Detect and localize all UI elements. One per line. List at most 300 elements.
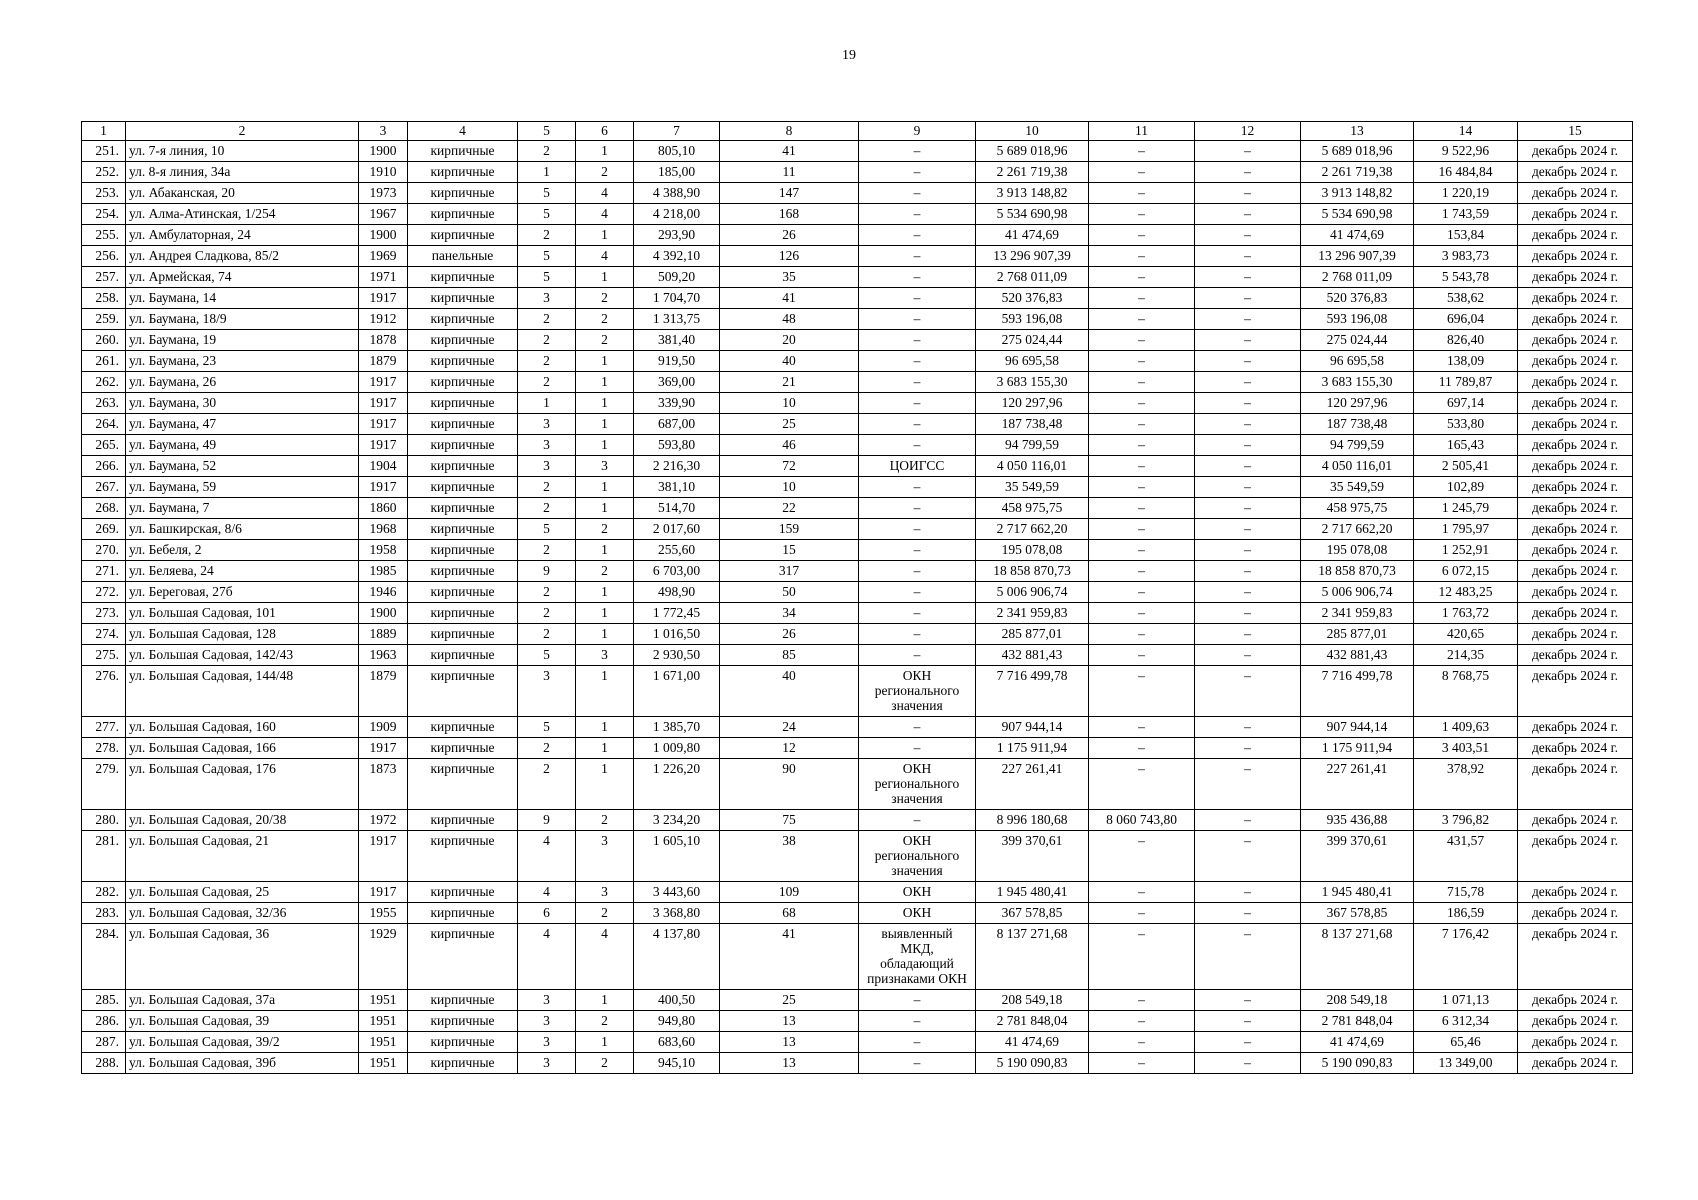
heritage-status-cell: – <box>859 183 976 204</box>
cost-11-cell: – <box>1089 759 1195 810</box>
row-number-cell: 251. <box>82 141 126 162</box>
deadline-cell: декабрь 2024 г. <box>1518 1011 1633 1032</box>
floors-cell: 3 <box>518 1011 576 1032</box>
floors-cell: 3 <box>518 666 576 717</box>
deadline-cell: декабрь 2024 г. <box>1518 225 1633 246</box>
unit-cost-cell: 12 483,25 <box>1414 582 1518 603</box>
area-cell: 3 443,60 <box>634 882 720 903</box>
cost-12-cell: – <box>1195 1011 1301 1032</box>
cost-11-cell: – <box>1089 456 1195 477</box>
total-cost-cell: 2 261 719,38 <box>976 162 1089 183</box>
entrances-cell: 2 <box>576 1011 634 1032</box>
unit-cost-cell: 9 522,96 <box>1414 141 1518 162</box>
row-number-cell: 261. <box>82 351 126 372</box>
cost-12-cell: – <box>1195 540 1301 561</box>
row-number-cell: 254. <box>82 204 126 225</box>
wall-material-cell: кирпичные <box>408 882 518 903</box>
table-row <box>82 624 1633 645</box>
total-cost-cell: 94 799,59 <box>976 435 1089 456</box>
cost-12-cell: – <box>1195 561 1301 582</box>
residents-cell: 317 <box>720 561 859 582</box>
wall-material-cell: кирпичные <box>408 414 518 435</box>
table-row <box>82 204 1633 225</box>
year-built-cell: 1917 <box>359 435 408 456</box>
heritage-status-cell: – <box>859 1053 976 1074</box>
entrances-cell: 1 <box>576 603 634 624</box>
address-cell: ул. Большая Садовая, 166 <box>126 738 359 759</box>
heritage-status-cell: ОКН регионального значения <box>859 759 976 810</box>
heritage-status-cell: – <box>859 1032 976 1053</box>
area-cell: 4 218,00 <box>634 204 720 225</box>
entrances-cell: 1 <box>576 414 634 435</box>
entrances-cell: 3 <box>576 645 634 666</box>
cost-13-cell: 3 683 155,30 <box>1301 372 1414 393</box>
floors-cell: 4 <box>518 831 576 882</box>
cost-13-cell: 367 578,85 <box>1301 903 1414 924</box>
year-built-cell: 1917 <box>359 414 408 435</box>
area-cell: 919,50 <box>634 351 720 372</box>
area-cell: 1 772,45 <box>634 603 720 624</box>
deadline-cell: декабрь 2024 г. <box>1518 831 1633 882</box>
year-built-cell: 1946 <box>359 582 408 603</box>
table-row <box>82 924 1633 990</box>
heritage-status-cell: – <box>859 717 976 738</box>
entrances-cell: 2 <box>576 561 634 582</box>
area-cell: 381,10 <box>634 477 720 498</box>
entrances-cell: 1 <box>576 540 634 561</box>
address-cell: ул. Большая Садовая, 37а <box>126 990 359 1011</box>
entrances-cell: 1 <box>576 666 634 717</box>
area-cell: 4 137,80 <box>634 924 720 990</box>
wall-material-cell: кирпичные <box>408 351 518 372</box>
residents-cell: 40 <box>720 666 859 717</box>
deadline-cell: декабрь 2024 г. <box>1518 990 1633 1011</box>
wall-material-cell: кирпичные <box>408 990 518 1011</box>
deadline-cell: декабрь 2024 г. <box>1518 351 1633 372</box>
table-header-row <box>82 122 1633 141</box>
residents-cell: 10 <box>720 477 859 498</box>
deadline-cell: декабрь 2024 г. <box>1518 414 1633 435</box>
residents-cell: 13 <box>720 1032 859 1053</box>
total-cost-cell: 96 695,58 <box>976 351 1089 372</box>
address-cell: ул. Большая Садовая, 25 <box>126 882 359 903</box>
year-built-cell: 1958 <box>359 540 408 561</box>
cost-11-cell: – <box>1089 267 1195 288</box>
cost-11-cell: – <box>1089 666 1195 717</box>
cost-12-cell: – <box>1195 624 1301 645</box>
cost-11-cell: – <box>1089 990 1195 1011</box>
deadline-cell: декабрь 2024 г. <box>1518 759 1633 810</box>
row-number-cell: 280. <box>82 810 126 831</box>
entrances-cell: 4 <box>576 924 634 990</box>
deadline-cell: декабрь 2024 г. <box>1518 393 1633 414</box>
residents-cell: 90 <box>720 759 859 810</box>
column-header-2: 2 <box>126 122 359 141</box>
column-header-3: 3 <box>359 122 408 141</box>
year-built-cell: 1879 <box>359 666 408 717</box>
entrances-cell: 1 <box>576 372 634 393</box>
deadline-cell: декабрь 2024 г. <box>1518 288 1633 309</box>
address-cell: ул. Большая Садовая, 142/43 <box>126 645 359 666</box>
deadline-cell: декабрь 2024 г. <box>1518 582 1633 603</box>
total-cost-cell: 41 474,69 <box>976 225 1089 246</box>
floors-cell: 2 <box>518 738 576 759</box>
row-number-cell: 252. <box>82 162 126 183</box>
wall-material-cell: кирпичные <box>408 738 518 759</box>
deadline-cell: декабрь 2024 г. <box>1518 666 1633 717</box>
floors-cell: 5 <box>518 267 576 288</box>
entrances-cell: 4 <box>576 246 634 267</box>
row-number-cell: 268. <box>82 498 126 519</box>
total-cost-cell: 907 944,14 <box>976 717 1089 738</box>
cost-12-cell: – <box>1195 738 1301 759</box>
cost-12-cell: – <box>1195 903 1301 924</box>
total-cost-cell: 2 768 011,09 <box>976 267 1089 288</box>
row-number-cell: 284. <box>82 924 126 990</box>
column-header-11: 11 <box>1089 122 1195 141</box>
residents-cell: 11 <box>720 162 859 183</box>
entrances-cell: 2 <box>576 519 634 540</box>
unit-cost-cell: 826,40 <box>1414 330 1518 351</box>
year-built-cell: 1917 <box>359 288 408 309</box>
wall-material-cell: кирпичные <box>408 225 518 246</box>
cost-12-cell: – <box>1195 582 1301 603</box>
cost-13-cell: 935 436,88 <box>1301 810 1414 831</box>
cost-12-cell: – <box>1195 603 1301 624</box>
unit-cost-cell: 11 789,87 <box>1414 372 1518 393</box>
wall-material-cell: кирпичные <box>408 267 518 288</box>
year-built-cell: 1873 <box>359 759 408 810</box>
deadline-cell: декабрь 2024 г. <box>1518 810 1633 831</box>
unit-cost-cell: 1 252,91 <box>1414 540 1518 561</box>
cost-11-cell: – <box>1089 204 1195 225</box>
wall-material-cell: кирпичные <box>408 645 518 666</box>
total-cost-cell: 227 261,41 <box>976 759 1089 810</box>
year-built-cell: 1879 <box>359 351 408 372</box>
cost-12-cell: – <box>1195 246 1301 267</box>
year-built-cell: 1909 <box>359 717 408 738</box>
year-built-cell: 1910 <box>359 162 408 183</box>
entrances-cell: 1 <box>576 141 634 162</box>
entrances-cell: 1 <box>576 582 634 603</box>
entrances-cell: 4 <box>576 204 634 225</box>
residents-cell: 21 <box>720 372 859 393</box>
year-built-cell: 1878 <box>359 330 408 351</box>
cost-11-cell: – <box>1089 1011 1195 1032</box>
residents-cell: 48 <box>720 309 859 330</box>
total-cost-cell: 2 717 662,20 <box>976 519 1089 540</box>
address-cell: ул. Андрея Сладкова, 85/2 <box>126 246 359 267</box>
cost-13-cell: 8 137 271,68 <box>1301 924 1414 990</box>
residents-cell: 38 <box>720 831 859 882</box>
cost-11-cell: – <box>1089 183 1195 204</box>
deadline-cell: декабрь 2024 г. <box>1518 183 1633 204</box>
year-built-cell: 1929 <box>359 924 408 990</box>
cost-13-cell: 13 296 907,39 <box>1301 246 1414 267</box>
cost-12-cell: – <box>1195 456 1301 477</box>
table-row <box>82 288 1633 309</box>
entrances-cell: 1 <box>576 717 634 738</box>
cost-13-cell: 285 877,01 <box>1301 624 1414 645</box>
wall-material-cell: кирпичные <box>408 624 518 645</box>
cost-11-cell: – <box>1089 717 1195 738</box>
area-cell: 1 704,70 <box>634 288 720 309</box>
floors-cell: 5 <box>518 519 576 540</box>
entrances-cell: 2 <box>576 288 634 309</box>
area-cell: 1 385,70 <box>634 717 720 738</box>
unit-cost-cell: 378,92 <box>1414 759 1518 810</box>
row-number-cell: 288. <box>82 1053 126 1074</box>
floors-cell: 2 <box>518 351 576 372</box>
page-number: 19 <box>842 48 856 63</box>
year-built-cell: 1917 <box>359 831 408 882</box>
year-built-cell: 1917 <box>359 477 408 498</box>
heritage-status-cell: – <box>859 204 976 225</box>
deadline-cell: декабрь 2024 г. <box>1518 903 1633 924</box>
column-header-10: 10 <box>976 122 1089 141</box>
total-cost-cell: 5 190 090,83 <box>976 1053 1089 1074</box>
row-number-cell: 256. <box>82 246 126 267</box>
cost-13-cell: 18 858 870,73 <box>1301 561 1414 582</box>
address-cell: ул. Большая Садовая, 128 <box>126 624 359 645</box>
address-cell: ул. 8-я линия, 34а <box>126 162 359 183</box>
cost-11-cell: – <box>1089 645 1195 666</box>
area-cell: 339,90 <box>634 393 720 414</box>
unit-cost-cell: 102,89 <box>1414 477 1518 498</box>
heritage-status-cell: выявленный МКД, обладающий признаками ОКН <box>859 924 976 990</box>
floors-cell: 3 <box>518 456 576 477</box>
floors-cell: 3 <box>518 1032 576 1053</box>
cost-12-cell: – <box>1195 645 1301 666</box>
deadline-cell: декабрь 2024 г. <box>1518 204 1633 225</box>
cost-13-cell: 432 881,43 <box>1301 645 1414 666</box>
row-number-cell: 253. <box>82 183 126 204</box>
year-built-cell: 1900 <box>359 141 408 162</box>
residents-cell: 85 <box>720 645 859 666</box>
entrances-cell: 1 <box>576 477 634 498</box>
total-cost-cell: 458 975,75 <box>976 498 1089 519</box>
heritage-status-cell: – <box>859 435 976 456</box>
deadline-cell: декабрь 2024 г. <box>1518 1053 1633 1074</box>
deadline-cell: декабрь 2024 г. <box>1518 519 1633 540</box>
entrances-cell: 1 <box>576 498 634 519</box>
total-cost-cell: 8 996 180,68 <box>976 810 1089 831</box>
residents-cell: 26 <box>720 624 859 645</box>
area-cell: 498,90 <box>634 582 720 603</box>
heritage-status-cell: – <box>859 645 976 666</box>
address-cell: ул. Амбулаторная, 24 <box>126 225 359 246</box>
cost-13-cell: 5 006 906,74 <box>1301 582 1414 603</box>
table-row <box>82 1053 1633 1074</box>
row-number-cell: 270. <box>82 540 126 561</box>
heritage-status-cell: – <box>859 141 976 162</box>
entrances-cell: 1 <box>576 393 634 414</box>
row-number-cell: 277. <box>82 717 126 738</box>
wall-material-cell: кирпичные <box>408 540 518 561</box>
year-built-cell: 1889 <box>359 624 408 645</box>
cost-12-cell: – <box>1195 477 1301 498</box>
entrances-cell: 2 <box>576 1053 634 1074</box>
row-number-cell: 260. <box>82 330 126 351</box>
table-row <box>82 267 1633 288</box>
cost-13-cell: 458 975,75 <box>1301 498 1414 519</box>
cost-13-cell: 1 945 480,41 <box>1301 882 1414 903</box>
unit-cost-cell: 153,84 <box>1414 225 1518 246</box>
total-cost-cell: 8 137 271,68 <box>976 924 1089 990</box>
total-cost-cell: 432 881,43 <box>976 645 1089 666</box>
cost-13-cell: 35 549,59 <box>1301 477 1414 498</box>
address-cell: ул. Большая Садовая, 39б <box>126 1053 359 1074</box>
total-cost-cell: 285 877,01 <box>976 624 1089 645</box>
heritage-status-cell: – <box>859 267 976 288</box>
cost-13-cell: 275 024,44 <box>1301 330 1414 351</box>
cost-12-cell: – <box>1195 183 1301 204</box>
entrances-cell: 2 <box>576 162 634 183</box>
floors-cell: 2 <box>518 372 576 393</box>
floors-cell: 5 <box>518 183 576 204</box>
address-cell: ул. Баумана, 59 <box>126 477 359 498</box>
year-built-cell: 1912 <box>359 309 408 330</box>
deadline-cell: декабрь 2024 г. <box>1518 624 1633 645</box>
row-number-cell: 281. <box>82 831 126 882</box>
cost-13-cell: 5 534 690,98 <box>1301 204 1414 225</box>
wall-material-cell: кирпичные <box>408 141 518 162</box>
residents-cell: 72 <box>720 456 859 477</box>
cost-12-cell: – <box>1195 330 1301 351</box>
address-cell: ул. Большая Садовая, 39 <box>126 1011 359 1032</box>
table-row <box>82 414 1633 435</box>
year-built-cell: 1904 <box>359 456 408 477</box>
floors-cell: 4 <box>518 924 576 990</box>
address-cell: ул. Большая Садовая, 20/38 <box>126 810 359 831</box>
wall-material-cell: кирпичные <box>408 456 518 477</box>
column-header-15: 15 <box>1518 122 1633 141</box>
deadline-cell: декабрь 2024 г. <box>1518 498 1633 519</box>
wall-material-cell: кирпичные <box>408 603 518 624</box>
address-cell: ул. Большая Садовая, 144/48 <box>126 666 359 717</box>
unit-cost-cell: 420,65 <box>1414 624 1518 645</box>
table-row <box>82 1011 1633 1032</box>
wall-material-cell: кирпичные <box>408 924 518 990</box>
area-cell: 945,10 <box>634 1053 720 1074</box>
total-cost-cell: 399 370,61 <box>976 831 1089 882</box>
floors-cell: 9 <box>518 561 576 582</box>
cost-13-cell: 2 781 848,04 <box>1301 1011 1414 1032</box>
cost-13-cell: 2 341 959,83 <box>1301 603 1414 624</box>
year-built-cell: 1917 <box>359 738 408 759</box>
address-cell: ул. Большая Садовая, 32/36 <box>126 903 359 924</box>
total-cost-cell: 520 376,83 <box>976 288 1089 309</box>
area-cell: 2 216,30 <box>634 456 720 477</box>
total-cost-cell: 13 296 907,39 <box>976 246 1089 267</box>
wall-material-cell: кирпичные <box>408 288 518 309</box>
wall-material-cell: кирпичные <box>408 1011 518 1032</box>
cost-13-cell: 41 474,69 <box>1301 225 1414 246</box>
unit-cost-cell: 1 409,63 <box>1414 717 1518 738</box>
area-cell: 255,60 <box>634 540 720 561</box>
residents-cell: 168 <box>720 204 859 225</box>
deadline-cell: декабрь 2024 г. <box>1518 738 1633 759</box>
residents-cell: 50 <box>720 582 859 603</box>
area-cell: 293,90 <box>634 225 720 246</box>
table-row <box>82 666 1633 717</box>
cost-11-cell: – <box>1089 624 1195 645</box>
deadline-cell: декабрь 2024 г. <box>1518 330 1633 351</box>
deadline-cell: декабрь 2024 г. <box>1518 309 1633 330</box>
cost-12-cell: – <box>1195 1053 1301 1074</box>
cost-13-cell: 195 078,08 <box>1301 540 1414 561</box>
deadline-cell: декабрь 2024 г. <box>1518 1032 1633 1053</box>
table-row <box>82 183 1633 204</box>
residents-cell: 75 <box>720 810 859 831</box>
cost-11-cell: – <box>1089 288 1195 309</box>
total-cost-cell: 593 196,08 <box>976 309 1089 330</box>
residents-cell: 41 <box>720 141 859 162</box>
table-row <box>82 540 1633 561</box>
total-cost-cell: 195 078,08 <box>976 540 1089 561</box>
cost-11-cell: – <box>1089 519 1195 540</box>
total-cost-cell: 7 716 499,78 <box>976 666 1089 717</box>
column-header-1: 1 <box>82 122 126 141</box>
total-cost-cell: 3 913 148,82 <box>976 183 1089 204</box>
cost-11-cell: – <box>1089 246 1195 267</box>
total-cost-cell: 120 297,96 <box>976 393 1089 414</box>
row-number-cell: 287. <box>82 1032 126 1053</box>
residents-cell: 126 <box>720 246 859 267</box>
entrances-cell: 1 <box>576 1032 634 1053</box>
heritage-status-cell: ОКН <box>859 882 976 903</box>
entrances-cell: 3 <box>576 456 634 477</box>
row-number-cell: 279. <box>82 759 126 810</box>
wall-material-cell: кирпичные <box>408 330 518 351</box>
table-row <box>82 990 1633 1011</box>
table-row <box>82 372 1633 393</box>
unit-cost-cell: 696,04 <box>1414 309 1518 330</box>
cost-12-cell: – <box>1195 288 1301 309</box>
row-number-cell: 273. <box>82 603 126 624</box>
table-row <box>82 831 1633 882</box>
wall-material-cell: кирпичные <box>408 435 518 456</box>
wall-material-cell: панельные <box>408 246 518 267</box>
unit-cost-cell: 165,43 <box>1414 435 1518 456</box>
year-built-cell: 1971 <box>359 267 408 288</box>
year-built-cell: 1972 <box>359 810 408 831</box>
cost-13-cell: 4 050 116,01 <box>1301 456 1414 477</box>
residents-cell: 13 <box>720 1053 859 1074</box>
cost-11-cell: – <box>1089 831 1195 882</box>
cost-12-cell: – <box>1195 393 1301 414</box>
cost-11-cell: – <box>1089 882 1195 903</box>
wall-material-cell: кирпичные <box>408 477 518 498</box>
address-cell: ул. Баумана, 30 <box>126 393 359 414</box>
unit-cost-cell: 7 176,42 <box>1414 924 1518 990</box>
cost-13-cell: 1 175 911,94 <box>1301 738 1414 759</box>
heritage-status-cell: ОКН регионального значения <box>859 666 976 717</box>
floors-cell: 2 <box>518 330 576 351</box>
row-number-cell: 255. <box>82 225 126 246</box>
deadline-cell: декабрь 2024 г. <box>1518 540 1633 561</box>
deadline-cell: декабрь 2024 г. <box>1518 477 1633 498</box>
cost-12-cell: – <box>1195 924 1301 990</box>
floors-cell: 5 <box>518 204 576 225</box>
column-header-6: 6 <box>576 122 634 141</box>
heritage-status-cell: – <box>859 372 976 393</box>
heritage-status-cell: – <box>859 519 976 540</box>
cost-13-cell: 2 717 662,20 <box>1301 519 1414 540</box>
residents-cell: 20 <box>720 330 859 351</box>
heritage-status-cell: – <box>859 990 976 1011</box>
cost-12-cell: – <box>1195 204 1301 225</box>
